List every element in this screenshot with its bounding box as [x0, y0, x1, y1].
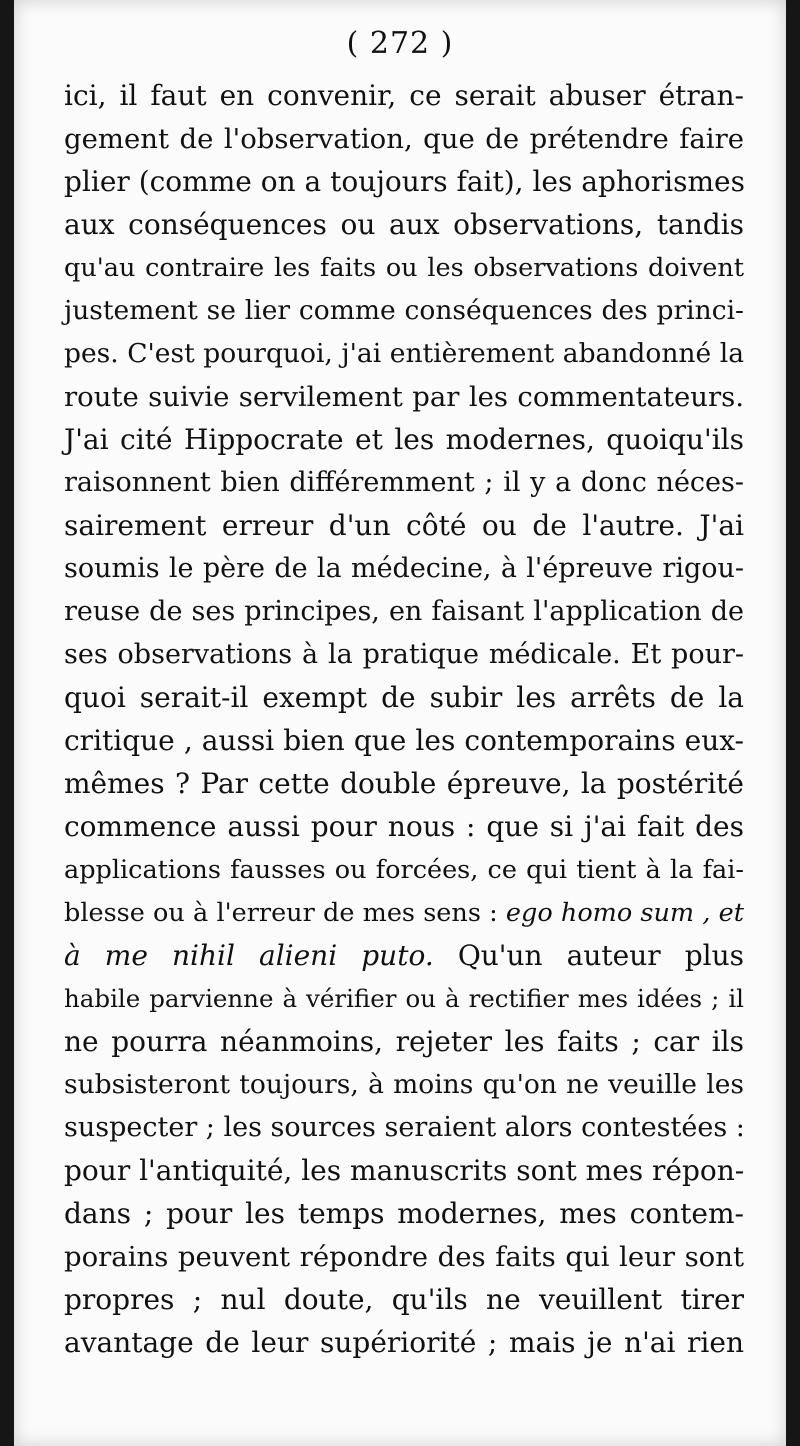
- text-line: reuse de ses principes, en faisant l'application de: [64, 596, 744, 627]
- line-text: Qu'un auteur plus: [433, 939, 744, 972]
- line-text: blesse ou à l'erreur de mes sens :: [64, 898, 506, 928]
- text-line: justement se lier comme conséquences des princi-: [64, 295, 744, 326]
- book-page: [14, 0, 786, 1446]
- text-line: pes. C'est pourquoi, j'ai entièrement abandonné la: [64, 338, 744, 369]
- text-line: dans ; pour les temps modernes, mes contem-: [64, 1197, 744, 1230]
- text-line: ne pourra néanmoins, rejeter les faits ; car ils: [64, 1025, 744, 1058]
- text-line: ici, il faut en convenir, ce serait abuser étran-: [64, 79, 744, 112]
- latin-quote: à me nihil alieni puto.: [64, 939, 434, 972]
- text-line: [64, 893, 744, 933]
- text-line: J'ai cité Hippocrate et les modernes, quoiqu'ils: [64, 423, 744, 456]
- text-line: mêmes ? Par cette double épreuve, la postérité: [64, 767, 744, 800]
- page-number: ( 272 ): [346, 26, 454, 61]
- text-line: gement de l'observation, que de prétendre faire: [64, 123, 744, 155]
- text-line: critique , aussi bien que les contemporains eux-: [64, 724, 744, 757]
- text-line: subsisteront toujours, à moins qu'on ne veuille les: [64, 1069, 744, 1100]
- text-line: route suivie servilement par les commentateurs.: [64, 381, 744, 413]
- text-line: [64, 936, 744, 976]
- text-line: propres ; nul doute, qu'ils ne veuillent tirer: [64, 1283, 744, 1316]
- text-line: porains peuvent répondre des faits qui leur sont: [64, 1241, 744, 1273]
- text-line: commence aussi pour nous : que si j'ai fait des: [64, 810, 744, 843]
- latin-quote: ego homo sum , et: [505, 898, 744, 928]
- text-line: habile parvienne à vérifier ou à rectifier mes idées ; il: [64, 984, 744, 1013]
- text-line: qu'au contraire les faits ou les observations doivent: [64, 253, 744, 283]
- text-line: aux conséquences ou aux observations, tandis: [64, 208, 744, 241]
- text-line: soumis le père de la médecine, à l'épreuve rigou-: [64, 553, 744, 584]
- text-line: ses observations à la pratique médicale. Et pour-: [64, 639, 744, 670]
- text-line: pour l'antiquité, les manuscrits sont mes répon-: [64, 1154, 745, 1187]
- text-line: avantage de leur supériorité ; mais je n'ai rien: [64, 1326, 744, 1359]
- text-line: suspecter ; les sources seraient alors contestées :: [64, 1112, 745, 1143]
- text-line: applications fausses ou forcées, ce qui tient à la fai-: [64, 855, 744, 885]
- text-line: quoi serait-il exempt de subir les arrêts de la: [64, 681, 744, 714]
- text-line: raisonnent bien différemment ; il y a donc néces-: [64, 467, 744, 498]
- text-line: sairement erreur d'un côté ou de l'autre. J'ai: [64, 509, 744, 542]
- text-line: plier (comme on a toujours fait), les aphorismes: [64, 165, 745, 198]
